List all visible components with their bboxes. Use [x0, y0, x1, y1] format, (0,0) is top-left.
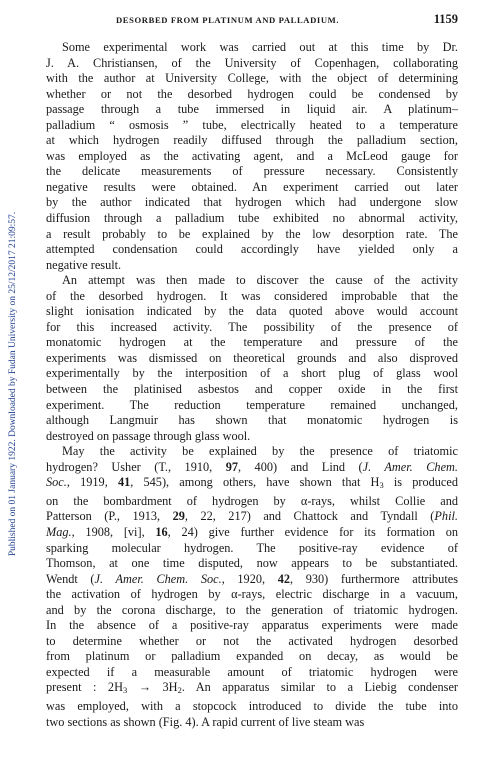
text-line	[46, 715, 458, 731]
text-line	[46, 211, 458, 227]
text-run: experiment. The reduction temperature remained unchanged,	[46, 397, 458, 412]
text-run: , 1908, [vi],	[71, 524, 156, 539]
text-run: slight ionisation indicated by the data quoted above would account	[46, 304, 458, 319]
text-run: although Langmuir has shown that monatomic hydrogen is	[46, 413, 458, 428]
text-run: was employed, with a stopcock introduced to divide the tube into	[46, 698, 458, 713]
text-line	[46, 475, 458, 494]
text-run: 97	[225, 459, 238, 474]
text-run: the activation of hydrogen by α-rays, electric discharge in a vacuum,	[46, 587, 458, 602]
text-line	[46, 509, 458, 525]
text-line	[46, 382, 458, 398]
text-run: Thomson, at one time disputed, now appears to be substantiated.	[46, 556, 458, 571]
text-run: is produced	[383, 475, 459, 490]
text-run: was employed as the activating agent, and a McLeod gauge for	[46, 148, 458, 163]
text-run: attempted condensation could accordingly have yielded only a	[46, 242, 458, 257]
text-run: present : 2H	[46, 680, 123, 695]
text-line	[46, 398, 458, 414]
text-run: from platinum or palladium expanded on decay, as would be	[46, 649, 458, 664]
text-run: , 1920,	[221, 571, 278, 586]
text-line	[46, 444, 458, 460]
text-run: diffusion through a palladium tube exhibited no abnormal activity,	[46, 211, 458, 226]
text-run: on the bombardment of hydrogen by α-rays, whilst Collie and	[46, 493, 458, 508]
text-run: a result probably to be explained by the low desorption rate. The	[46, 226, 458, 241]
text-run: 2	[177, 685, 182, 696]
text-run: the delicate measurements of pressure necessary. Consistently	[46, 164, 458, 179]
text-run: Some experimental work was carried out at this time by Dr.	[62, 40, 458, 54]
text-run: 16	[155, 524, 168, 539]
text-line	[46, 351, 458, 367]
text-run: 42	[277, 571, 290, 586]
text-line	[46, 541, 458, 557]
text-run: sparking molecular hydrogen. The positive-ray evidence of	[46, 540, 458, 555]
text-line	[46, 494, 458, 510]
text-line	[46, 40, 458, 56]
text-line	[46, 180, 458, 196]
text-line	[46, 634, 458, 650]
text-run: and by the corona discharge, to the generation of triatomic hydrogen.	[46, 602, 458, 617]
text-run: Soc.	[46, 475, 67, 490]
text-line	[46, 665, 458, 681]
text-line	[46, 699, 458, 715]
text-run: destroyed on passage through glass wool.	[46, 428, 251, 443]
text-run: whether or not the desorbed hydrogen could be condensed by	[46, 86, 458, 101]
text-run: monatomic hydrogen at the temperature and pressure of the	[46, 335, 458, 350]
text-run: between the platinised asbestos and copper oxide in the first	[46, 382, 458, 397]
text-line	[46, 56, 458, 72]
text-line	[46, 273, 458, 289]
text-line	[46, 460, 458, 476]
text-line	[46, 258, 458, 274]
text-run: of the desorbed hydrogen. It was considered improbable that the	[46, 288, 458, 303]
text-line	[46, 618, 458, 634]
paragraph	[46, 444, 458, 730]
running-title: DESORBED FROM PLATINUM AND PALLADIUM.	[116, 15, 340, 25]
text-run: An attempt was then made to discover the cause of the activity	[62, 273, 458, 288]
text-line	[46, 413, 458, 429]
text-line	[46, 227, 458, 243]
text-line	[46, 289, 458, 305]
text-run: two sections as shown (Fig. 4). A rapid current of live steam was	[46, 714, 365, 729]
text-run: by the author indicated that hydrogen which had undergone slow	[46, 195, 458, 210]
text-run: May the activity be explained by the presence of triatomic	[62, 444, 458, 459]
text-run: , 1919,	[66, 475, 118, 490]
text-line	[46, 366, 458, 382]
page-number: 1159	[433, 12, 458, 26]
text-run: 29	[172, 509, 185, 524]
text-line	[46, 195, 458, 211]
text-line	[46, 525, 458, 541]
text-run: 3	[122, 685, 128, 696]
text-line	[46, 242, 458, 258]
text-run: , 400) and Lind (	[238, 459, 363, 474]
text-line	[46, 556, 458, 572]
text-run: for this increased activity. The possibility of the presence of	[46, 319, 458, 334]
text-line	[46, 133, 458, 149]
text-line	[46, 587, 458, 603]
paragraph	[46, 273, 458, 444]
text-run: Patterson (P., 1913,	[46, 509, 173, 524]
text-run: J. A. Christiansen, of the University of Copenhagen, collaborating	[46, 55, 458, 70]
text-run: Mag.	[46, 524, 72, 539]
text-run: experiments was dismissed on theoretical grounds and also disproved	[46, 350, 458, 365]
text-line	[46, 603, 458, 619]
text-run: at which hydrogen readily diffused through the palladium section,	[46, 133, 458, 148]
text-line	[46, 680, 458, 699]
text-run: J. Amer. Chem. Soc.	[94, 571, 222, 586]
text-run: negative results were obtained. An experiment carried out later	[46, 179, 458, 194]
text-run: experimentally by the interposition of a short plug of glass wool	[46, 366, 458, 381]
article-body	[46, 40, 458, 730]
page-header	[46, 12, 458, 30]
text-run: , 930) furthermore attributes	[290, 571, 458, 586]
text-run: Wendt (	[46, 571, 95, 586]
text-run: J. Amer. Chem.	[362, 459, 458, 474]
text-run: Phil.	[434, 509, 458, 524]
text-line	[46, 429, 458, 445]
text-line	[46, 304, 458, 320]
text-run: . An apparatus similar to a Liebig condenser	[181, 680, 458, 695]
download-watermark	[0, 0, 26, 768]
text-run: , 22, 217) and Chattock and Tyndall (	[184, 509, 435, 524]
publication-notice: Published on 01 January 1922. Downloaded by Fudan University on 25/12/2017 21:09:57.	[8, 211, 18, 557]
text-line	[46, 149, 458, 165]
text-run: to determine whether or not the activated hydrogen desorbed	[46, 633, 458, 648]
text-run: hydrogen? Usher (T., 1910,	[46, 459, 226, 474]
text-line	[46, 572, 458, 588]
text-run: In the absence of a positive-ray apparatus experiments were made	[46, 618, 458, 633]
text-line	[46, 335, 458, 351]
text-run: , 24) give further evidence for its formation on	[167, 524, 458, 539]
text-line	[46, 102, 458, 118]
text-run: expected if a measurable amount of triatomic hydrogen were	[46, 664, 458, 679]
text-run: , 545), among others, have shown that H	[130, 475, 380, 490]
text-run: 41	[117, 475, 131, 490]
paragraph	[46, 40, 458, 273]
text-line	[46, 118, 458, 134]
text-line	[46, 87, 458, 103]
text-line	[46, 649, 458, 665]
text-run: → 3H	[127, 680, 178, 695]
text-line	[46, 164, 458, 180]
text-run: 3	[379, 480, 384, 491]
text-run: with the author at University College, with the object of determining	[46, 71, 458, 86]
text-run: negative result.	[46, 257, 122, 272]
text-run: palladium “ osmosis ” tube, electrically heated to a temperature	[46, 117, 458, 132]
text-line	[46, 320, 458, 336]
text-line	[46, 71, 458, 87]
text-run: passage through a tube immersed in liquid air. A platinum–	[46, 102, 458, 117]
